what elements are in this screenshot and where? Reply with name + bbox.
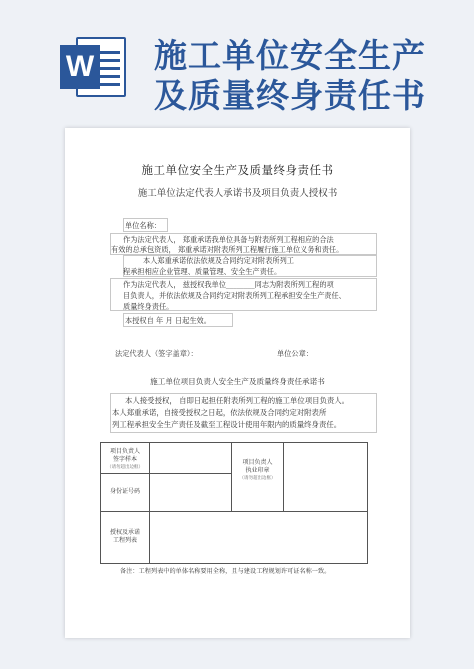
commit-line2: 本人郑重承诺，自接受授权之日起，依法依规及合同约定对附表所 bbox=[112, 408, 327, 417]
hero-banner bbox=[0, 0, 474, 118]
pm-seal-label: 项目负责人 执业印章 （请勿超出边框） bbox=[239, 459, 276, 481]
section2-title: 施工单位项目负责人安全生产及质量终身责任承诺书 bbox=[150, 377, 325, 386]
para1-line2: 有效的总承包资质， 郑重承诺对附表所列工程履行施工单位义务和责任。 bbox=[111, 245, 344, 254]
document-title: 施工单位安全生产及质量终身责任书 bbox=[141, 163, 334, 177]
commit-line1: 本人接受授权， 自即日起担任附表所列工程的施工单位项目负责人。 bbox=[125, 396, 350, 405]
footnote: 备注：工程列表中的单体名称要用全称，且与建设工程规划许可证名称一致。 bbox=[120, 568, 331, 575]
auth-date: 本授权自 年 月 日起生效。 bbox=[125, 316, 211, 325]
pm-signature-label: 项目负责人 签字样本 （请勿超出边框） bbox=[107, 448, 143, 470]
commit-line3: 列工程承担安全生产责任及截至工程设计使用年限内的质量终身责任。 bbox=[112, 420, 342, 429]
para1-line1: 作为法定代表人， 郑重承诺我单位具备与附表所列工程相应的合法 bbox=[123, 235, 334, 244]
unit-seal: 单位公章： bbox=[277, 349, 313, 358]
project-list-label: 授权及承诺 工程列表 bbox=[109, 529, 140, 544]
para2-line1: 作为法定代表人， 兹授权我单位________同志为附表所列工程的项 bbox=[123, 280, 334, 289]
hero-title-line2: 及质量终身责任书 bbox=[154, 76, 426, 115]
legal-rep-signature: 法定代表人（签字盖章）： bbox=[115, 349, 198, 358]
para2-line2: 目负责人，并依法依规及合同约定对附表所列工程承担安全生产责任、 bbox=[123, 291, 346, 300]
document-subtitle: 施工单位法定代表人承诺书及项目负责人授权书 bbox=[137, 188, 338, 199]
document-page bbox=[65, 128, 410, 638]
hero-title-line1: 施工单位安全生产 bbox=[154, 36, 426, 75]
word-document-icon bbox=[60, 37, 126, 97]
para1-line3: 本人郑重承诺依法依规及合同约定对附表所列工 bbox=[143, 256, 294, 265]
word-badge: W bbox=[60, 45, 100, 89]
para2-line3: 质量终身责任。 bbox=[123, 302, 174, 311]
responsibility-table bbox=[100, 442, 368, 564]
para1-line4: 程承担相应企业管理、质量管理、安全生产责任。 bbox=[123, 267, 282, 276]
unit-name-label: 单位名称： bbox=[125, 221, 161, 230]
id-number-label: 身份证号码 bbox=[109, 488, 140, 495]
